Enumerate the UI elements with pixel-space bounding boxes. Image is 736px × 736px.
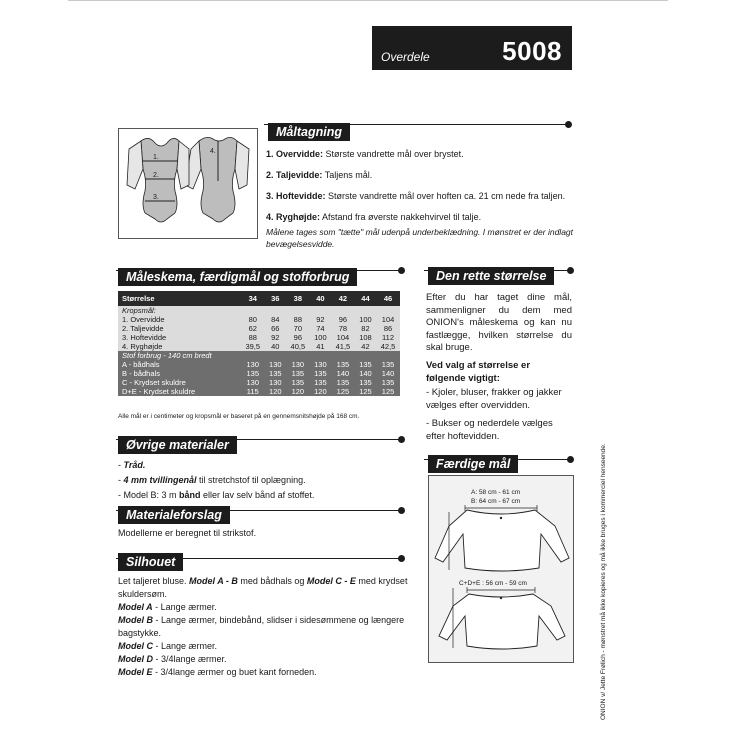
row-label: Stof forbrug - 140 cm bredt bbox=[118, 351, 241, 360]
material-advice-text: Modellerne er beregnet til strikstof. bbox=[118, 528, 257, 538]
table-cell: 120 bbox=[310, 387, 331, 396]
table-cell: 100 bbox=[310, 333, 331, 342]
table-cell: 135 bbox=[310, 369, 331, 378]
other-materials-title: Øvrige materialer bbox=[118, 436, 237, 454]
silhouette-title: Silhouet bbox=[118, 553, 183, 571]
table-cell: 135 bbox=[310, 378, 331, 387]
row-label: 3. Hoftevidde bbox=[118, 333, 241, 342]
table-cell: 92 bbox=[265, 333, 286, 342]
other-materials-list bbox=[118, 459, 408, 504]
measure-item-2: 2. Taljevidde: Taljens mål. bbox=[266, 170, 373, 180]
table-cell: 130 bbox=[241, 378, 265, 387]
measuring-figure bbox=[118, 128, 258, 239]
table-cell: 135 bbox=[241, 369, 265, 378]
table-cell: 135 bbox=[331, 360, 355, 369]
table-cell: 135 bbox=[376, 360, 400, 369]
table-cell: 42,5 bbox=[376, 342, 400, 351]
right-size-title: Den rette størrelse bbox=[428, 267, 554, 285]
material-item-2: - 4 mm tvillingenål til stretchstof til oplægning. bbox=[118, 475, 306, 485]
table-cell bbox=[265, 351, 286, 360]
table-cell bbox=[331, 306, 355, 315]
table-cell bbox=[241, 351, 265, 360]
silhouette-model-b: Model B - Lange ærmer, bindebånd, slidser i sidesømmene og længere bagstykke. bbox=[118, 615, 405, 638]
material-item-1: - Tråd. bbox=[118, 460, 146, 470]
table-cell: 86 bbox=[376, 324, 400, 333]
table-cell: 115 bbox=[241, 387, 265, 396]
row-label: B - bådhals bbox=[118, 369, 241, 378]
table-cell: 41,5 bbox=[331, 342, 355, 351]
table-cell: 96 bbox=[331, 315, 355, 324]
table-cell: 130 bbox=[241, 360, 265, 369]
fabric-section-row bbox=[118, 351, 400, 360]
pattern-category: Overdele bbox=[381, 50, 430, 64]
table-cell: 135 bbox=[286, 378, 310, 387]
table-cell: 130 bbox=[265, 378, 286, 387]
table-row bbox=[118, 324, 400, 333]
table-cell bbox=[310, 351, 331, 360]
material-item-3: - Model B: 3 m bånd eller lav selv bånd af stoffet. bbox=[118, 490, 315, 500]
row-label: 1. Overvidde bbox=[118, 315, 241, 324]
table-cell bbox=[286, 351, 310, 360]
size-col: 44 bbox=[355, 291, 376, 306]
size-col: 40 bbox=[310, 291, 331, 306]
table-cell bbox=[376, 306, 400, 315]
table-cell: 41 bbox=[310, 342, 331, 351]
table-row bbox=[118, 360, 400, 369]
figure-label-2: 2. bbox=[153, 172, 159, 179]
table-cell bbox=[265, 306, 286, 315]
size-col: 42 bbox=[331, 291, 355, 306]
table-cell: 42 bbox=[355, 342, 376, 351]
row-label: 2. Taljevidde bbox=[118, 324, 241, 333]
table-cell: 140 bbox=[376, 369, 400, 378]
measure-item-3: 3. Hoftevidde: Største vandrette mål over hoften ca. 21 cm nede fra taljen. bbox=[266, 191, 566, 201]
table-cell bbox=[355, 306, 376, 315]
top-rule bbox=[68, 0, 668, 1]
table-cell bbox=[286, 306, 310, 315]
table-cell: 88 bbox=[286, 315, 310, 324]
table-cell: 135 bbox=[286, 369, 310, 378]
table-cell: 40,5 bbox=[286, 342, 310, 351]
table-cell: 80 bbox=[241, 315, 265, 324]
figure-label-1: 1. bbox=[153, 154, 159, 161]
size-col: 38 bbox=[286, 291, 310, 306]
table-cell: 104 bbox=[376, 315, 400, 324]
measure-item-4: 4. Ryghøjde: Afstand fra øverste nakkehvirvel til talje. bbox=[266, 212, 482, 222]
table-cell: 135 bbox=[265, 369, 286, 378]
measure-item-1: 1. Overvidde: Største vandrette mål over brystet. bbox=[266, 149, 464, 159]
copyright-note: ONION v/ Jette Frølich - mønstret må ikke kopieres og må ikke bruges i kommerciel henseende. bbox=[600, 443, 607, 720]
silhouette-model-d: Model D - 3/4lange ærmer. bbox=[118, 654, 227, 664]
table-cell: 39,5 bbox=[241, 342, 265, 351]
table-cell: 112 bbox=[376, 333, 400, 342]
table-row bbox=[118, 333, 400, 342]
pattern-header bbox=[372, 26, 572, 70]
body-section-row bbox=[118, 306, 400, 315]
silhouette-intro: Let taljeret bluse. Model A - B med bådhals og Model C - E med krydset skuldersøm. bbox=[118, 576, 408, 599]
table-cell bbox=[310, 306, 331, 315]
measuring-list bbox=[266, 148, 574, 250]
table-cell: 108 bbox=[355, 333, 376, 342]
silhouette-text bbox=[118, 575, 408, 679]
table-cell: 66 bbox=[265, 324, 286, 333]
table-cell: 120 bbox=[286, 387, 310, 396]
finished-garment-illustration bbox=[429, 476, 573, 662]
size-chart-table bbox=[118, 291, 400, 396]
table-cell: 135 bbox=[355, 360, 376, 369]
table-cell: 130 bbox=[265, 360, 286, 369]
right-size-bullet-2: - Bukser og nederdele vælges efter hoftevidden. bbox=[426, 418, 553, 442]
right-size-text: Efter du har taget dine mål, sammenligner du dem med ONION's måleskema og kan nu fastlægge, hvilken størrelse du skal bruge. bbox=[426, 292, 572, 353]
row-label: 4. Ryghøjde bbox=[118, 342, 241, 351]
pattern-number: 5008 bbox=[502, 36, 562, 66]
finished-label-cde: C+D+E : 56 cm - 59 cm bbox=[459, 580, 527, 587]
size-col: 34 bbox=[241, 291, 265, 306]
table-cell: 140 bbox=[331, 369, 355, 378]
size-col: 36 bbox=[265, 291, 286, 306]
size-col: 46 bbox=[376, 291, 400, 306]
table-cell: 100 bbox=[355, 315, 376, 324]
figure-label-4: 4. bbox=[210, 148, 216, 155]
table-cell: 88 bbox=[241, 333, 265, 342]
table-cell bbox=[331, 351, 355, 360]
table-cell bbox=[355, 351, 376, 360]
size-chart-footnote: Alle mål er i centimeter og kropsmål er baseret på en gennemsnitshøjde på 168 cm. bbox=[118, 413, 360, 420]
silhouette-model-a: Model A - Lange ærmer. bbox=[118, 602, 217, 612]
table-row bbox=[118, 369, 400, 378]
measuring-title: Måltagning bbox=[268, 123, 350, 141]
material-advice-title: Materialeforslag bbox=[118, 506, 230, 524]
silhouette-model-e: Model E - 3/4lange ærmer og buet kant forneden. bbox=[118, 667, 317, 677]
body-measure-illustration bbox=[119, 129, 257, 238]
row-label: D+E - Krydset skuldre bbox=[118, 387, 241, 396]
table-cell: 125 bbox=[331, 387, 355, 396]
table-cell bbox=[241, 306, 265, 315]
table-cell: 78 bbox=[331, 324, 355, 333]
table-cell bbox=[376, 351, 400, 360]
table-cell: 104 bbox=[331, 333, 355, 342]
row-label: A - bådhals bbox=[118, 360, 241, 369]
table-cell: 135 bbox=[331, 378, 355, 387]
right-size-bullet-1: - Kjoler, bluser, frakker og jakker vælges efter overvidden. bbox=[426, 387, 562, 411]
row-label: C - Krydset skuldre bbox=[118, 378, 241, 387]
table-cell: 92 bbox=[310, 315, 331, 324]
table-row bbox=[118, 378, 400, 387]
finished-title: Færdige mål bbox=[428, 455, 518, 473]
finished-measurements-figure bbox=[428, 475, 574, 663]
size-header-row bbox=[118, 291, 400, 306]
table-cell: 140 bbox=[355, 369, 376, 378]
table-cell: 130 bbox=[286, 360, 310, 369]
silhouette-model-c: Model C - Lange ærmer. bbox=[118, 641, 218, 651]
measuring-note: Målene tages som "tætte" mål udenpå underbeklædning. I mønstret er der indlagt bevægelsesvidde. bbox=[266, 227, 574, 249]
table-cell: 130 bbox=[310, 360, 331, 369]
table-cell: 74 bbox=[310, 324, 331, 333]
table-row bbox=[118, 342, 400, 351]
table-cell: 135 bbox=[376, 378, 400, 387]
table-cell: 62 bbox=[241, 324, 265, 333]
table-cell: 125 bbox=[376, 387, 400, 396]
table-cell: 125 bbox=[355, 387, 376, 396]
table-cell: 135 bbox=[355, 378, 376, 387]
table-cell: 70 bbox=[286, 324, 310, 333]
table-cell: 120 bbox=[265, 387, 286, 396]
size-chart-title: Måleskema, færdigmål og stofforbrug bbox=[118, 268, 357, 286]
finished-label-b: B: 64 cm - 67 cm bbox=[471, 498, 521, 505]
size-header-label: Størrelse bbox=[118, 291, 241, 306]
table-cell: 40 bbox=[265, 342, 286, 351]
table-cell: 84 bbox=[265, 315, 286, 324]
row-label: Kropsmål: bbox=[118, 306, 241, 315]
table-row bbox=[118, 315, 400, 324]
table-cell: 96 bbox=[286, 333, 310, 342]
table-row bbox=[118, 387, 400, 396]
table-cell: 82 bbox=[355, 324, 376, 333]
figure-label-3: 3. bbox=[153, 194, 159, 201]
finished-label-a: A: 58 cm - 61 cm bbox=[471, 489, 521, 496]
right-size-subhead: Ved valg af størrelse er følgende vigtigt: bbox=[426, 360, 531, 384]
